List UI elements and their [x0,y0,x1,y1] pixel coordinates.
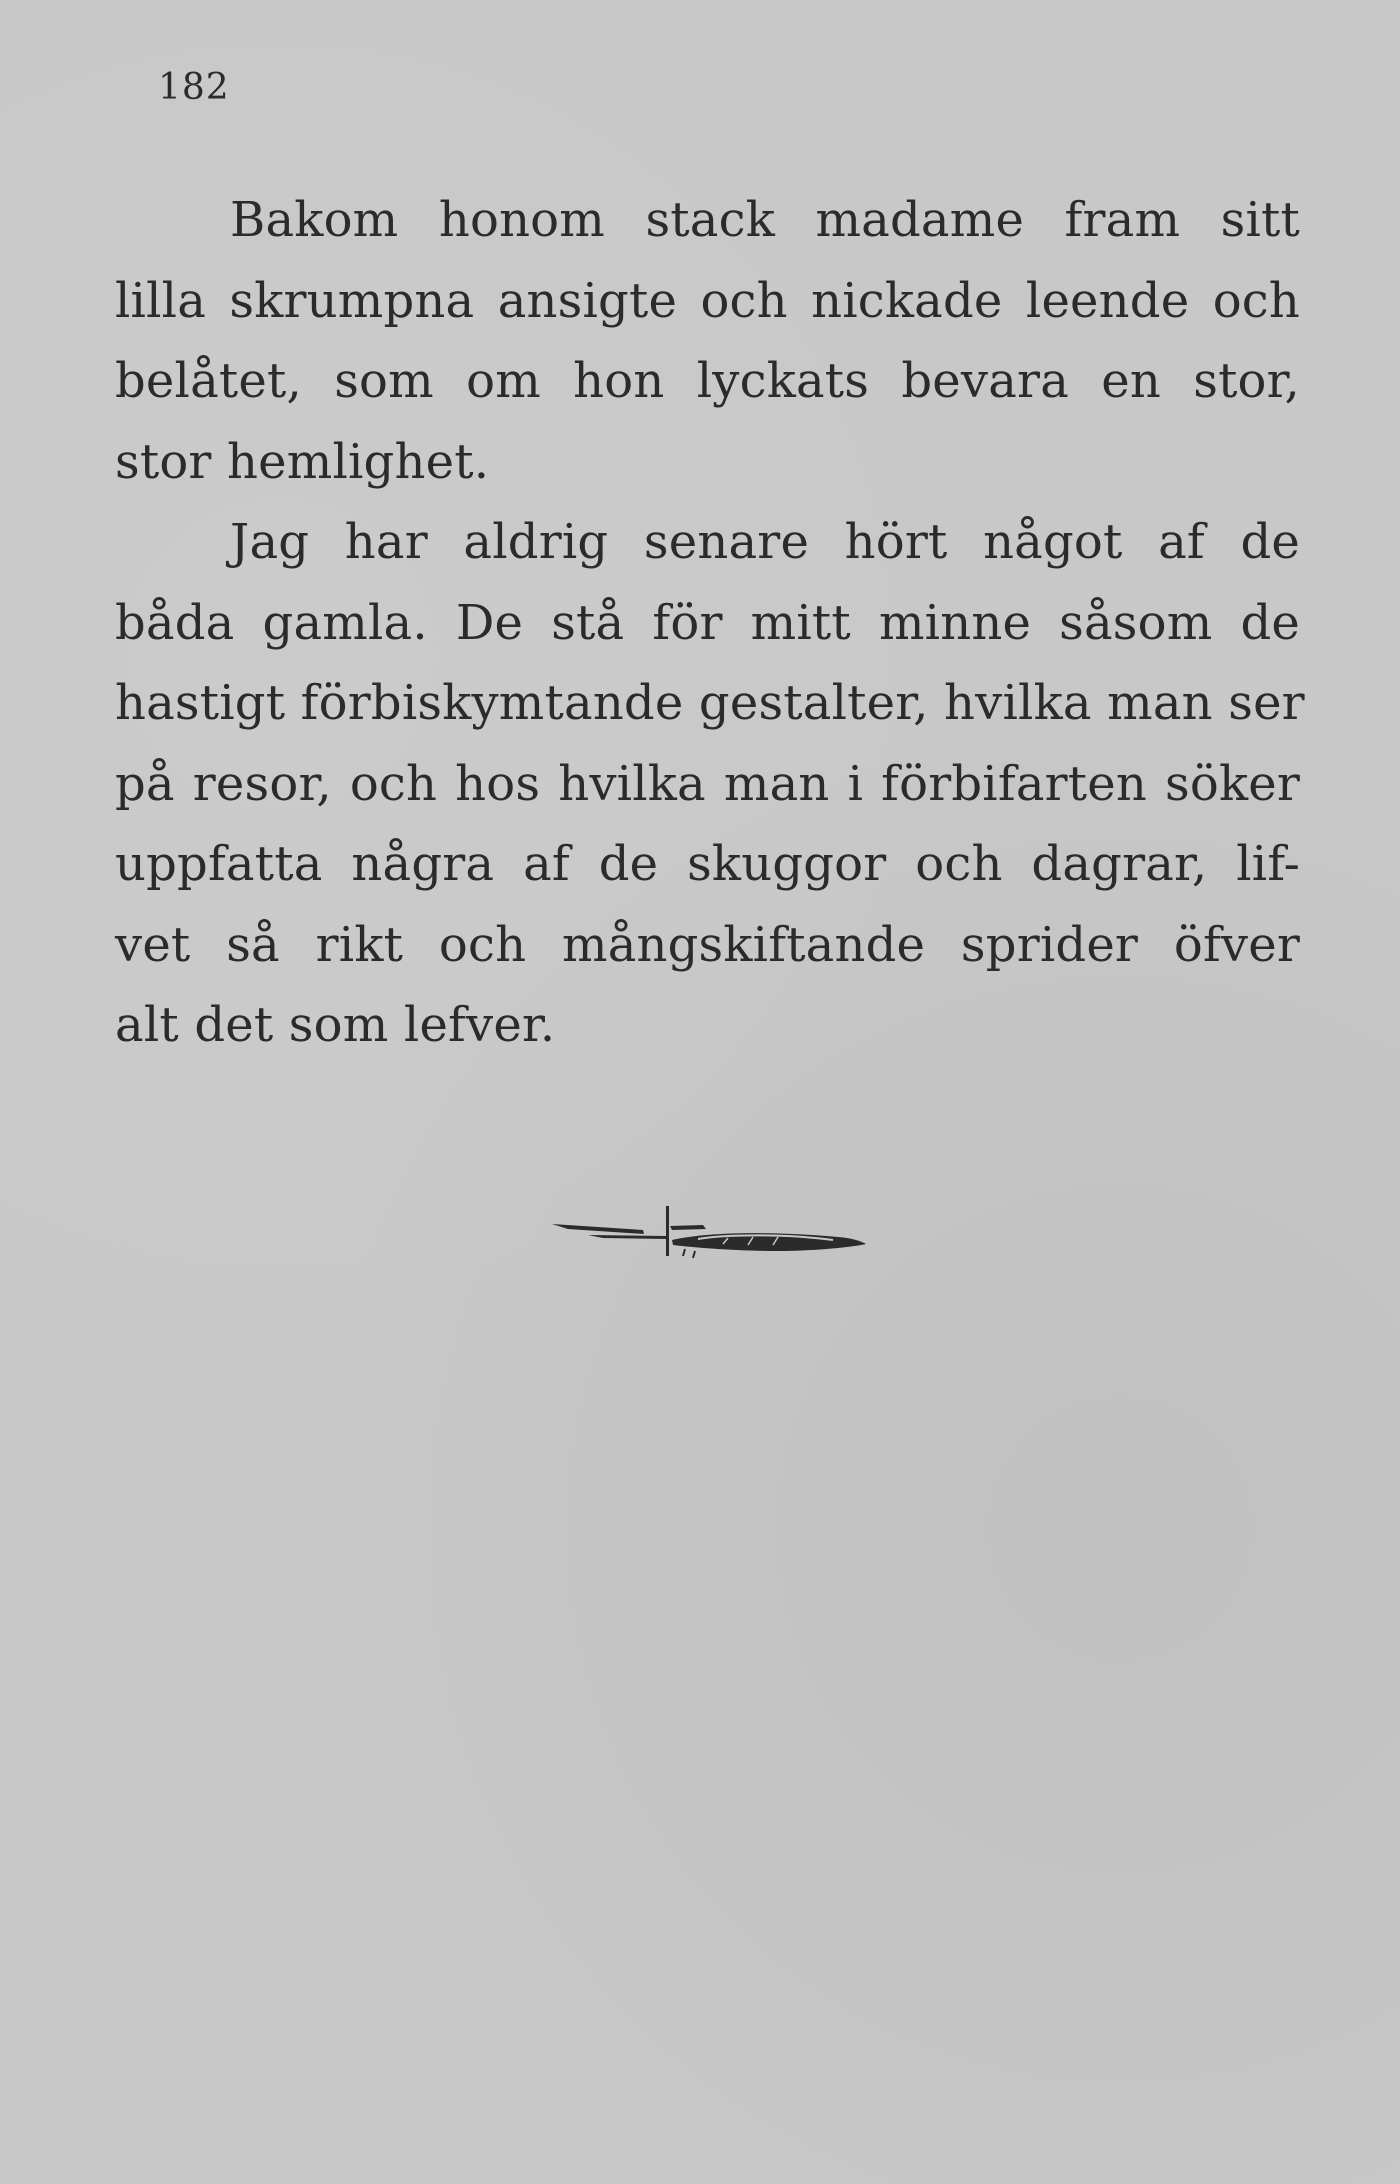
text-line: båda gamla. De stå för mitt minne såsom de [115,594,1300,651]
text-line: Jag har aldrig senare hört något af de [230,514,1300,570]
text-line: alt det som lefver. [115,997,556,1053]
text-line: lilla skrumpna ansigte och nickade leende och [115,272,1300,329]
text-line: uppfatta några af de skuggor och dagrar, lif- [115,836,1300,892]
text-line: stor hemlighet. [115,433,490,490]
body-text [115,180,1305,1066]
quill-pen-ornament-icon [548,1196,868,1266]
text-line: hastigt förbiskymtande gestalter, hvilka man ser [115,675,1305,731]
text-line: vet så rikt och mångskiftande sprider öfver [115,916,1300,973]
text-line: på resor, och hos hvilka man i förbifarten söker [115,755,1300,812]
text-line: belåtet, som om hon lyckats bevara en stor, [115,353,1300,409]
page-number: 182 [158,67,230,108]
text-line: Bakom honom stack madame fram sitt [230,192,1300,248]
